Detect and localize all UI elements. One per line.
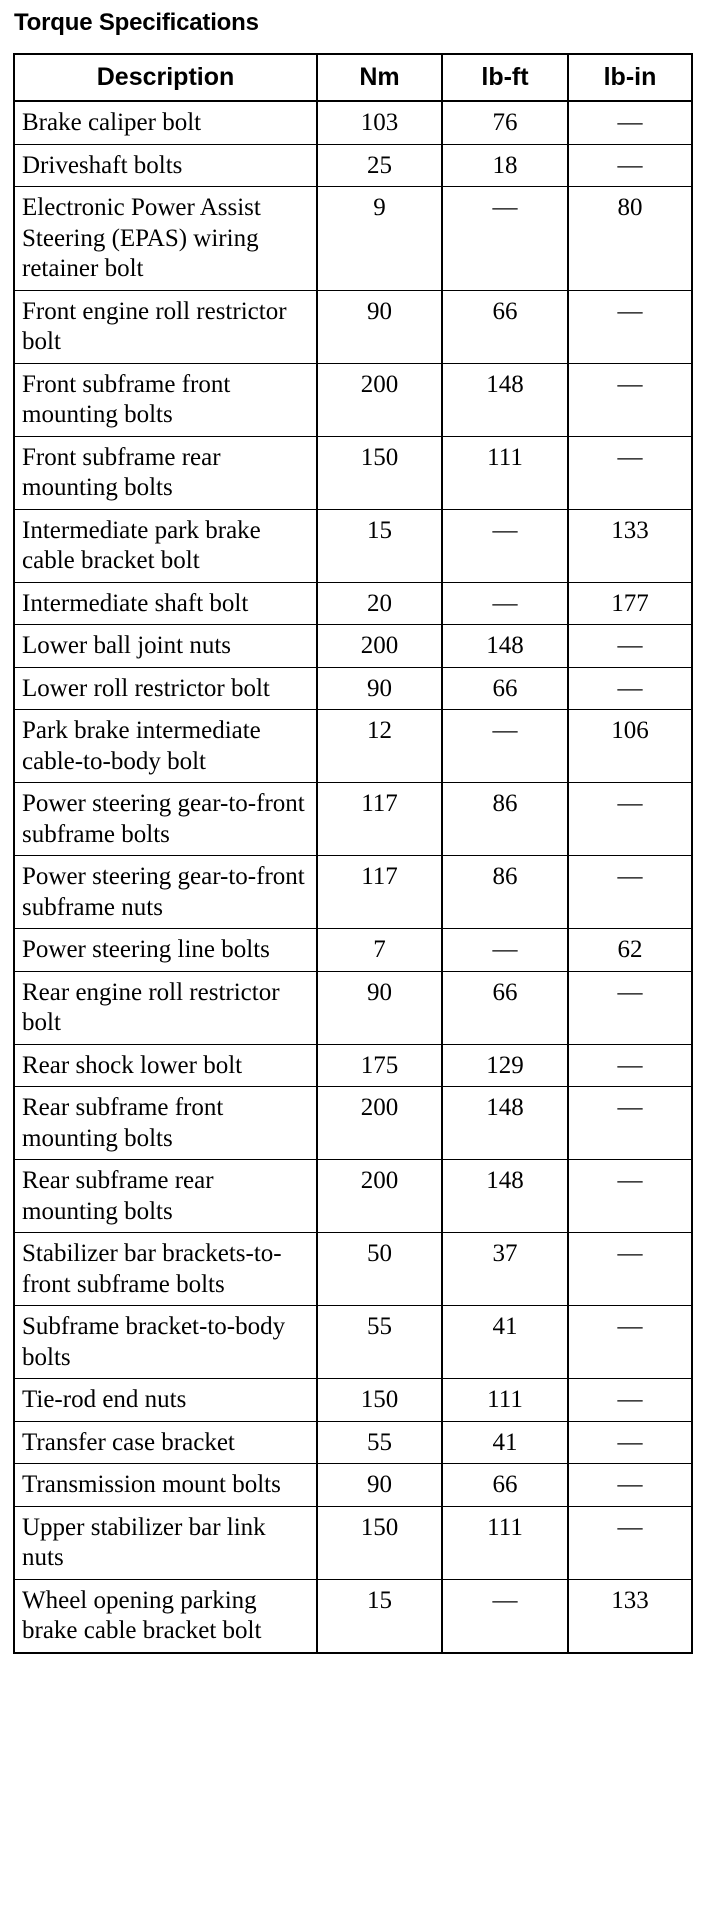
cell-lb-in: —	[568, 1379, 692, 1422]
cell-lb-ft: 111	[442, 1379, 568, 1422]
cell-description: Front engine roll restrictor bolt	[14, 290, 317, 363]
cell-lb-ft: 66	[442, 971, 568, 1044]
cell-lb-ft: 66	[442, 290, 568, 363]
cell-lb-in: —	[568, 625, 692, 668]
cell-nm: 9	[317, 187, 442, 291]
cell-lb-in: —	[568, 971, 692, 1044]
cell-lb-ft: 66	[442, 667, 568, 710]
cell-description: Rear subframe front mounting bolts	[14, 1087, 317, 1160]
cell-description: Tie-rod end nuts	[14, 1379, 317, 1422]
header-nm: Nm	[317, 54, 442, 101]
cell-nm: 15	[317, 509, 442, 582]
cell-description: Stabilizer bar brackets-to-front subframe bolts	[14, 1233, 317, 1306]
cell-nm: 200	[317, 363, 442, 436]
cell-description: Rear engine roll restrictor bolt	[14, 971, 317, 1044]
header-lb-in: lb-in	[568, 54, 692, 101]
cell-lb-ft: 86	[442, 856, 568, 929]
cell-lb-in: —	[568, 1306, 692, 1379]
cell-description: Power steering gear-to-front subframe nuts	[14, 856, 317, 929]
cell-description: Lower ball joint nuts	[14, 625, 317, 668]
table-row	[14, 290, 692, 363]
cell-lb-ft: 86	[442, 783, 568, 856]
table-row	[14, 783, 692, 856]
cell-description: Subframe bracket-to-body bolts	[14, 1306, 317, 1379]
table-row	[14, 1464, 692, 1507]
table-row	[14, 1421, 692, 1464]
table-row	[14, 1087, 692, 1160]
cell-nm: 90	[317, 971, 442, 1044]
cell-lb-in: 177	[568, 582, 692, 625]
cell-lb-in: —	[568, 1233, 692, 1306]
cell-nm: 200	[317, 1160, 442, 1233]
cell-nm: 90	[317, 667, 442, 710]
cell-nm: 55	[317, 1421, 442, 1464]
cell-nm: 90	[317, 1464, 442, 1507]
cell-description: Driveshaft bolts	[14, 144, 317, 187]
page-title: Torque Specifications	[14, 9, 259, 36]
cell-lb-in: —	[568, 144, 692, 187]
table-row	[14, 667, 692, 710]
cell-lb-in: —	[568, 363, 692, 436]
cell-lb-ft: —	[442, 582, 568, 625]
cell-description: Wheel opening parking brake cable bracket bolt	[14, 1579, 317, 1653]
cell-description: Intermediate park brake cable bracket bolt	[14, 509, 317, 582]
table-header	[14, 54, 692, 101]
cell-description: Upper stabilizer bar link nuts	[14, 1506, 317, 1579]
cell-lb-ft: 66	[442, 1464, 568, 1507]
cell-lb-in: 106	[568, 710, 692, 783]
table-row	[14, 856, 692, 929]
cell-description: Front subframe front mounting bolts	[14, 363, 317, 436]
cell-nm: 150	[317, 436, 442, 509]
cell-lb-in: 80	[568, 187, 692, 291]
cell-nm: 200	[317, 1087, 442, 1160]
cell-nm: 25	[317, 144, 442, 187]
cell-lb-ft: 148	[442, 1160, 568, 1233]
cell-lb-in: 62	[568, 929, 692, 972]
cell-description: Front subframe rear mounting bolts	[14, 436, 317, 509]
cell-lb-in: —	[568, 1464, 692, 1507]
cell-nm: 150	[317, 1379, 442, 1422]
table-body	[14, 101, 692, 1653]
cell-lb-ft: 111	[442, 436, 568, 509]
cell-lb-in: —	[568, 1160, 692, 1233]
cell-lb-in: —	[568, 1044, 692, 1087]
table-row	[14, 710, 692, 783]
cell-lb-ft: 148	[442, 363, 568, 436]
cell-description: Rear shock lower bolt	[14, 1044, 317, 1087]
cell-nm: 7	[317, 929, 442, 972]
cell-lb-ft: —	[442, 509, 568, 582]
header-description: Description	[14, 54, 317, 101]
cell-lb-in: —	[568, 667, 692, 710]
cell-description: Power steering gear-to-front subframe bolts	[14, 783, 317, 856]
table-row	[14, 1506, 692, 1579]
torque-spec-table	[13, 53, 693, 1654]
cell-lb-in: 133	[568, 509, 692, 582]
cell-lb-ft: 111	[442, 1506, 568, 1579]
table-row	[14, 1306, 692, 1379]
cell-lb-in: —	[568, 101, 692, 144]
table-row	[14, 509, 692, 582]
cell-description: Intermediate shaft bolt	[14, 582, 317, 625]
table-row	[14, 929, 692, 972]
table-row	[14, 187, 692, 291]
cell-lb-ft: 41	[442, 1306, 568, 1379]
cell-description: Park brake intermediate cable-to-body bolt	[14, 710, 317, 783]
cell-nm: 50	[317, 1233, 442, 1306]
cell-nm: 103	[317, 101, 442, 144]
cell-lb-ft: —	[442, 1579, 568, 1653]
cell-description: Electronic Power Assist Steering (EPAS) wiring retainer bolt	[14, 187, 317, 291]
cell-lb-ft: 129	[442, 1044, 568, 1087]
table-row	[14, 582, 692, 625]
header-lb-ft: lb-ft	[442, 54, 568, 101]
cell-lb-ft: 148	[442, 625, 568, 668]
cell-lb-ft: 148	[442, 1087, 568, 1160]
cell-lb-in: —	[568, 1506, 692, 1579]
cell-description: Transmission mount bolts	[14, 1464, 317, 1507]
table-row	[14, 1379, 692, 1422]
cell-nm: 150	[317, 1506, 442, 1579]
cell-lb-in: —	[568, 783, 692, 856]
table-row	[14, 625, 692, 668]
cell-lb-in: —	[568, 436, 692, 509]
cell-nm: 117	[317, 856, 442, 929]
cell-description: Transfer case bracket	[14, 1421, 317, 1464]
table-row	[14, 971, 692, 1044]
cell-nm: 55	[317, 1306, 442, 1379]
header-row	[14, 54, 692, 101]
cell-lb-in: 133	[568, 1579, 692, 1653]
table-row	[14, 1044, 692, 1087]
cell-lb-ft: 76	[442, 101, 568, 144]
cell-description: Rear subframe rear mounting bolts	[14, 1160, 317, 1233]
table-row	[14, 101, 692, 144]
cell-nm: 200	[317, 625, 442, 668]
cell-description: Power steering line bolts	[14, 929, 317, 972]
cell-lb-ft: —	[442, 929, 568, 972]
cell-nm: 117	[317, 783, 442, 856]
cell-lb-in: —	[568, 290, 692, 363]
cell-lb-ft: —	[442, 710, 568, 783]
cell-lb-in: —	[568, 1421, 692, 1464]
cell-lb-ft: 18	[442, 144, 568, 187]
cell-nm: 15	[317, 1579, 442, 1653]
cell-lb-in: —	[568, 1087, 692, 1160]
table-row	[14, 1160, 692, 1233]
cell-description: Brake caliper bolt	[14, 101, 317, 144]
cell-nm: 20	[317, 582, 442, 625]
cell-nm: 12	[317, 710, 442, 783]
cell-nm: 90	[317, 290, 442, 363]
table-row	[14, 144, 692, 187]
cell-lb-in: —	[568, 856, 692, 929]
table-row	[14, 436, 692, 509]
cell-nm: 175	[317, 1044, 442, 1087]
cell-lb-ft: 41	[442, 1421, 568, 1464]
table-row	[14, 1233, 692, 1306]
table-row	[14, 363, 692, 436]
table-row	[14, 1579, 692, 1653]
cell-lb-ft: —	[442, 187, 568, 291]
cell-lb-ft: 37	[442, 1233, 568, 1306]
cell-description: Lower roll restrictor bolt	[14, 667, 317, 710]
